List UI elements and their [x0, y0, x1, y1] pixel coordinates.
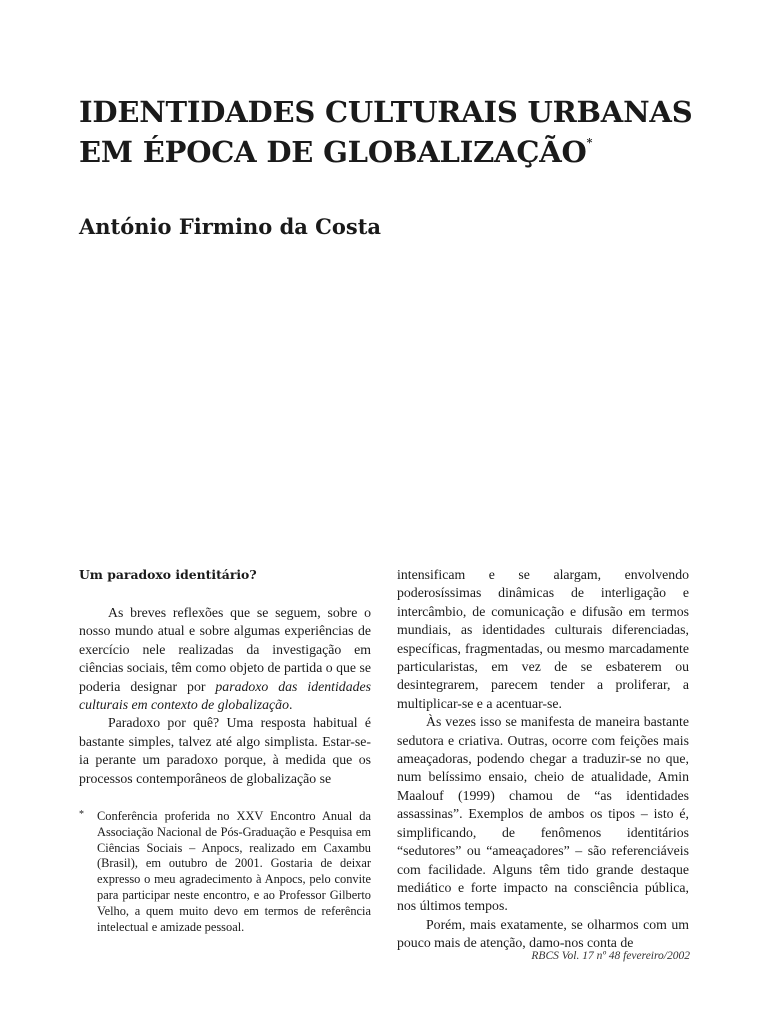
- left-column: [79, 566, 371, 788]
- left-paragraph-2: Paradoxo por quê? Uma resposta habitual é bastante simples, talvez até algo simplista. Estar-se-ia perante um paradoxo porque, à medida que os processos contemporâneos de globalização se: [79, 715, 371, 786]
- footnote-text: Conferência proferida no XXV Encontro Anual da Associação Nacional de Pós-Graduação e Pesquisa em Ciências Sociais – Anpocs, realizado em Caxambu (Brasil), em outubro de 2001. Gostaria de deixar expresso o meu agradecimento à Anpocs, pelo convite para participar neste encontro, e ao Professor Gilberto Velho, a quem muito devo em termos de referência intelectual e amizade pessoal.: [97, 809, 371, 934]
- title-line-2: [79, 132, 719, 172]
- left-paragraph-1-emphasis: paradoxo das identidades culturais em contexto de globalização: [79, 678, 371, 713]
- title-line-1: IDENTIDADES CULTURAIS URBANAS: [79, 95, 693, 129]
- running-footer: RBCS Vol. 17 nº 48 fevereiro/2002: [531, 950, 690, 962]
- left-paragraph-1: [79, 604, 371, 714]
- title-footnote-mark: *: [586, 136, 593, 149]
- author-name: António Firmino da Costa: [79, 214, 382, 239]
- right-paragraph-3: Porém, mais exatamente, se olharmos com um pouco mais de atenção, damo-nos conta de: [397, 916, 689, 951]
- article-title: [79, 92, 719, 172]
- right-paragraph-2: Às vezes isso se manifesta de maneira bastante sedutora e criativa. Outras, ocorre com feições mais ameaçadoras, podendo chegar a traduzir-se no que, num belíssimo ensaio, cheio de atualidade, Amin Maalouf (1999) chamou de “as identidades assassinas”. Exemplos de ambos os tipos – isto é, simplificando, de fenômenos identitários “sedutores” ou “ameaçadores” – são referenciáveis com facilidade. Alguns têm tido grande destaque mediático e forte impacto na consciência pública, nos últimos tempos.: [397, 714, 689, 914]
- right-paragraph-1: intensificam e se alargam, envolvendo poderosíssimas dinâmicas de interligação e intercâmbio, de comunicação e difusão em termos mundiais, as identidades culturais diferenciadas, específicas, fragmentadas, ou mesmo marcadamente particularistas, em vez de se esbaterem ou desintegrarem, parecem tender a proliferar, a multiplicar-se e a acentuar-se.: [397, 567, 689, 711]
- title-line-2-text: EM ÉPOCA DE GLOBALIZAÇÃO: [79, 135, 587, 169]
- section-heading: Um paradoxo identitário?: [79, 567, 257, 582]
- right-column: [397, 566, 689, 953]
- left-paragraph-1-text: As breves reflexões que se seguem, sobre o nosso mundo atual e sobre algumas experiências de exercício nele realizadas da investigação em ciências sociais, têm como objeto de partida o que se poderia designar por: [79, 605, 371, 694]
- footnote: [79, 809, 371, 935]
- footnote-mark: *: [79, 809, 84, 820]
- left-paragraph-1-end: .: [288, 697, 293, 713]
